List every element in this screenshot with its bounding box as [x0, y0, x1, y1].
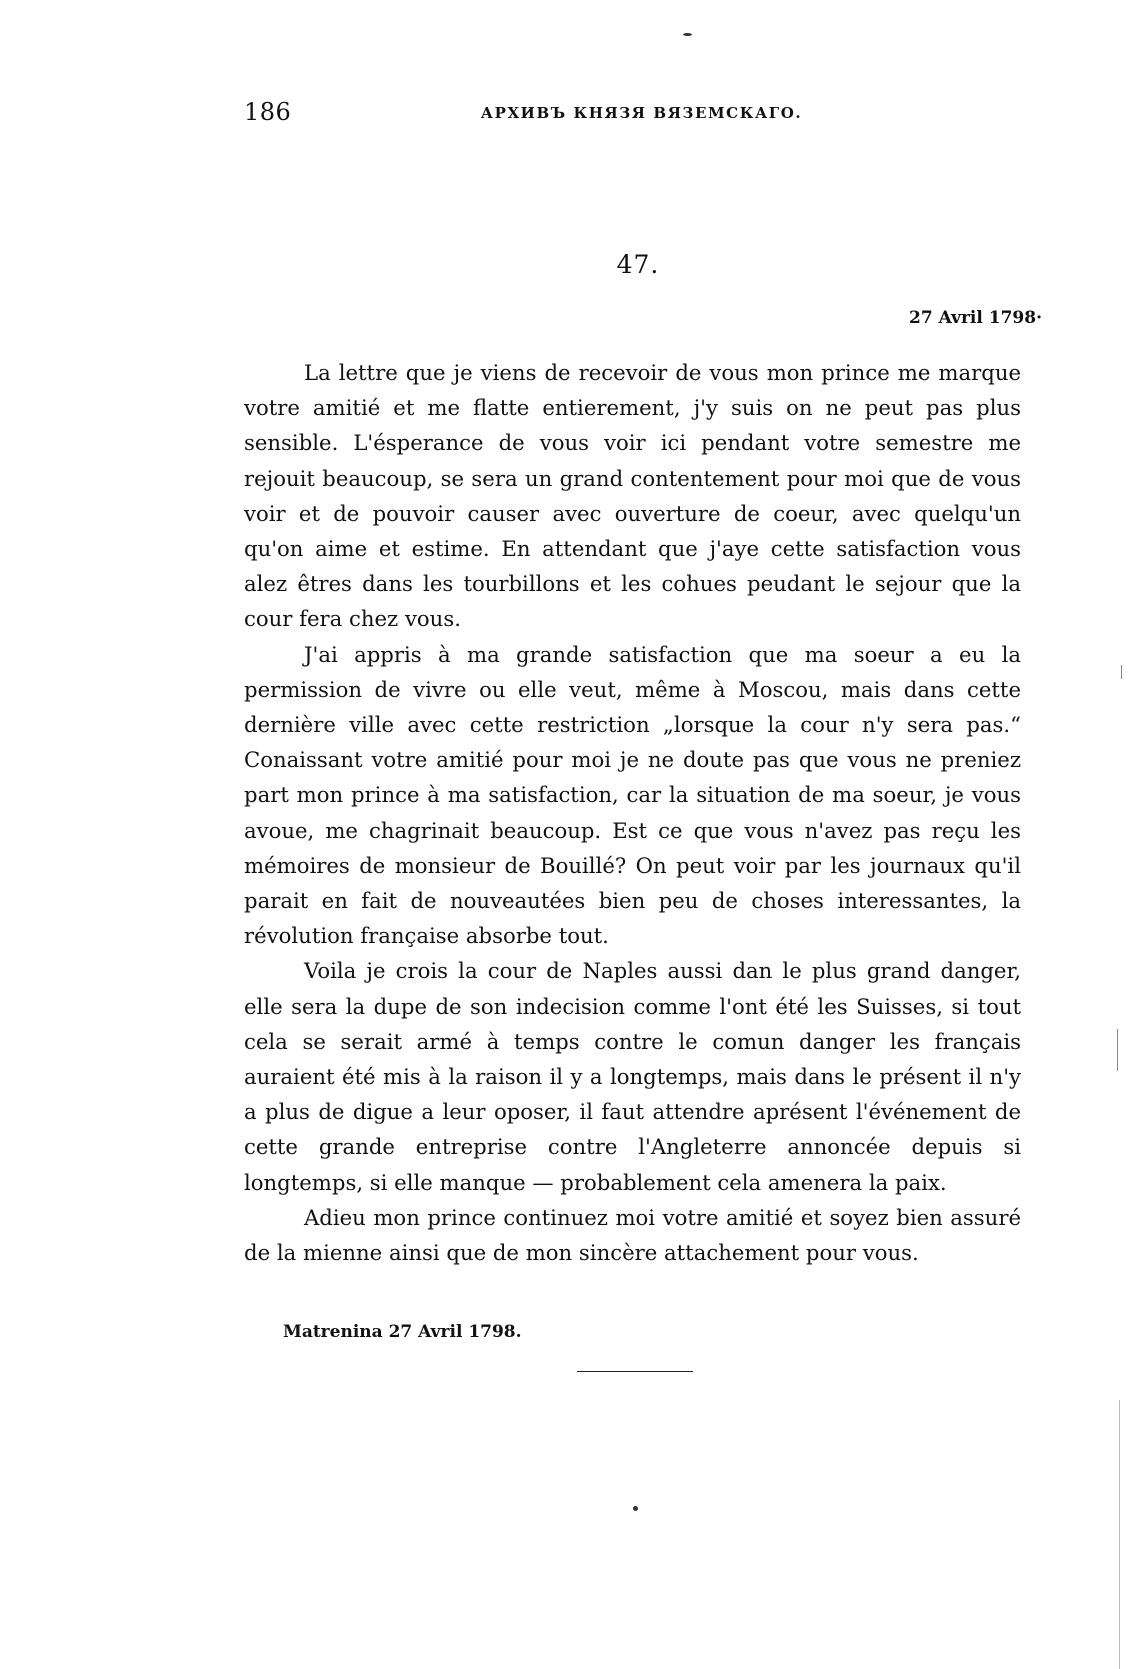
- paragraph: La lettre que je viens de recevoir de vous mon prince me marque votre amitié et me flatte entierement, j'y suis on ne peut pas plus sensible. L'ésperance de vous voir ici pendant votre semestre me rejouit beaucoup, se sera un grand contentement pour moi que de vous voir et de pouvoir causer avec ouverture de coeur, avec quelqu'un qu'on aime et estime. En attendant que j'aye cette satisfaction vous alez êtres dans les tourbillons et les cohues peudant le sejour que la cour fera chez vous.: [244, 360, 1021, 632]
- page-header: [244, 98, 1039, 134]
- letter-number: 47.: [616, 250, 660, 279]
- letter-body: [244, 355, 1021, 1270]
- scan-margin-mark: [1121, 665, 1122, 679]
- signature-line: Matrenina 27 Avril 1798.: [283, 1322, 522, 1342]
- scan-margin-mark: [1117, 1029, 1118, 1071]
- scan-margin-mark: [1119, 1400, 1120, 1669]
- section-divider: [577, 1371, 693, 1372]
- paragraph: J'ai appris à ma grande satisfaction que ma soeur a eu la permission de vivre ou elle veut, même à Moscou, mais dans cette dernière ville avec cette restriction „lorsque la cour n'y sera pas.“ Conaissant votre amitié pour moi je ne doute pas que vous ne preniez part mon prince à ma satisfaction, car la situation de ma soeur, je vous avoue, me chagrinait beaucoup. Est ce que vous n'avez pas reçu les mémoires de monsieur de Bouillé? On peut voir par les journaux qu'il parait en fait de nouveautées bien peu de choses interessantes, la révolution française absorbe tout.: [244, 641, 1021, 949]
- page-number: 186: [244, 98, 292, 126]
- scan-speck: [683, 33, 692, 36]
- running-title: АРХИВЪ КНЯЗЯ ВЯЗЕМСКАГО.: [480, 104, 803, 122]
- scan-speck: [633, 1506, 638, 1511]
- paragraph: Adieu mon prince continuez moi votre amitié et soyez bien assuré de la mienne ainsi que de mon sincère attachement pour vous.: [244, 1204, 1021, 1266]
- letter-date: 27 Avril 1798·: [909, 308, 1042, 328]
- paragraph: Voila je crois la cour de Naples aussi dan le plus grand danger, elle sera la dupe de son indecision comme l'ont été les Suisses, si tout cela se serait armé à temps contre le comun danger les français auraient été mis à la raison il y a longtemps, mais dans le présent il n'y a plus de digue a leur oposer, il faut attendre aprésent l'événement de cette grande entreprise contre l'Angleterre annoncée depuis si longtemps, si elle manque — probablement cela amenera la paix.: [244, 958, 1021, 1195]
